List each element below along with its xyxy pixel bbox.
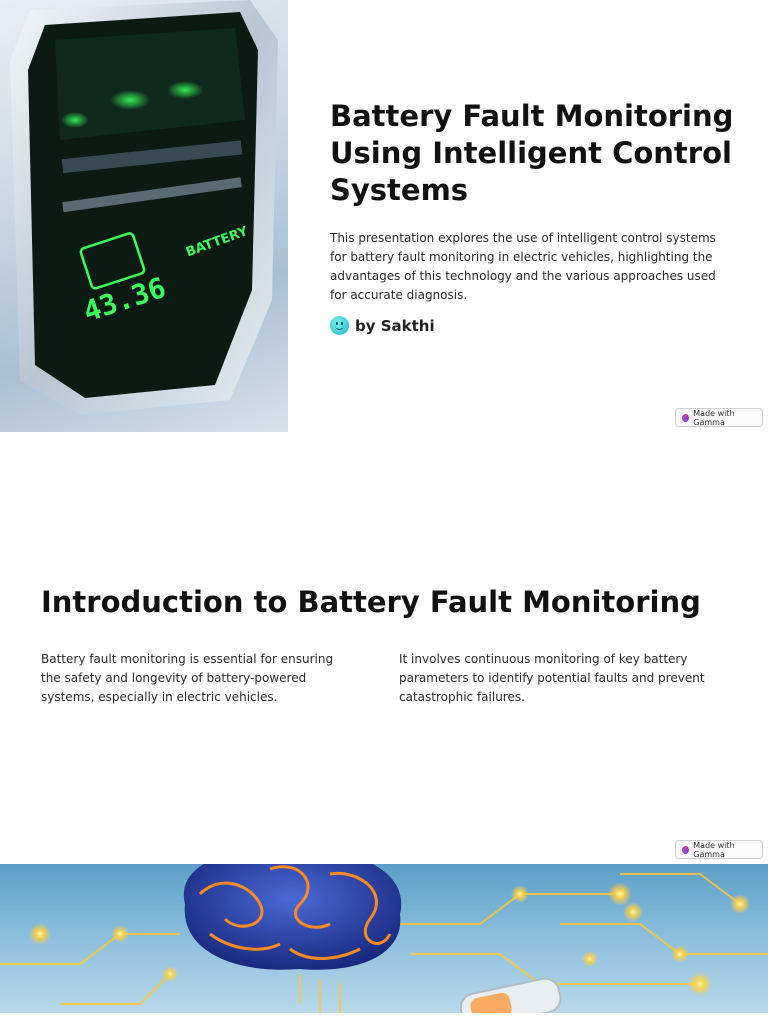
presentation-description: This presentation explores the use of intelligent control systems for battery fault monitoring in electric vehicles, highlighting the advantages of this technology and the various approaches used for accurate diagnosis.: [330, 231, 716, 302]
battery-display-image: [0, 0, 288, 432]
made-with-gamma-badge[interactable]: [675, 840, 763, 859]
badge-label: Made with Gamma: [693, 408, 735, 427]
section-title: Introduction to Battery Fault Monitoring: [41, 585, 701, 619]
image-display-reading: 43.36: [79, 270, 170, 329]
page-title: Battery Fault Monitoring Using Intelligent Control Systems: [330, 99, 734, 207]
intro-paragraph-left: Battery fault monitoring is essential for ensuring the safety and longevity of battery-powered systems, especially in electric vehicles.: [41, 652, 334, 704]
author-line: [330, 316, 435, 335]
author-name: by Sakthi: [355, 316, 435, 335]
badge-label: Made with Gamma: [693, 840, 735, 859]
slide-introduction: [0, 432, 768, 864]
slide-intelligent-control: [0, 864, 768, 1024]
brain-circuit-illustration: [0, 864, 768, 1013]
intro-paragraph-right: It involves continuous monitoring of key battery parameters to identify potential faults and prevent catastrophic failures.: [399, 652, 705, 704]
slide-title: [0, 0, 768, 432]
image-battery-label: BATTERY: [184, 224, 250, 261]
brain-circuit-image: [0, 864, 768, 1013]
avatar-smile-icon: [330, 316, 349, 335]
gamma-logo-icon: [682, 414, 689, 422]
battery-display-illustration: [0, 0, 288, 432]
made-with-gamma-badge[interactable]: [675, 408, 763, 427]
gamma-logo-icon: [682, 846, 689, 854]
